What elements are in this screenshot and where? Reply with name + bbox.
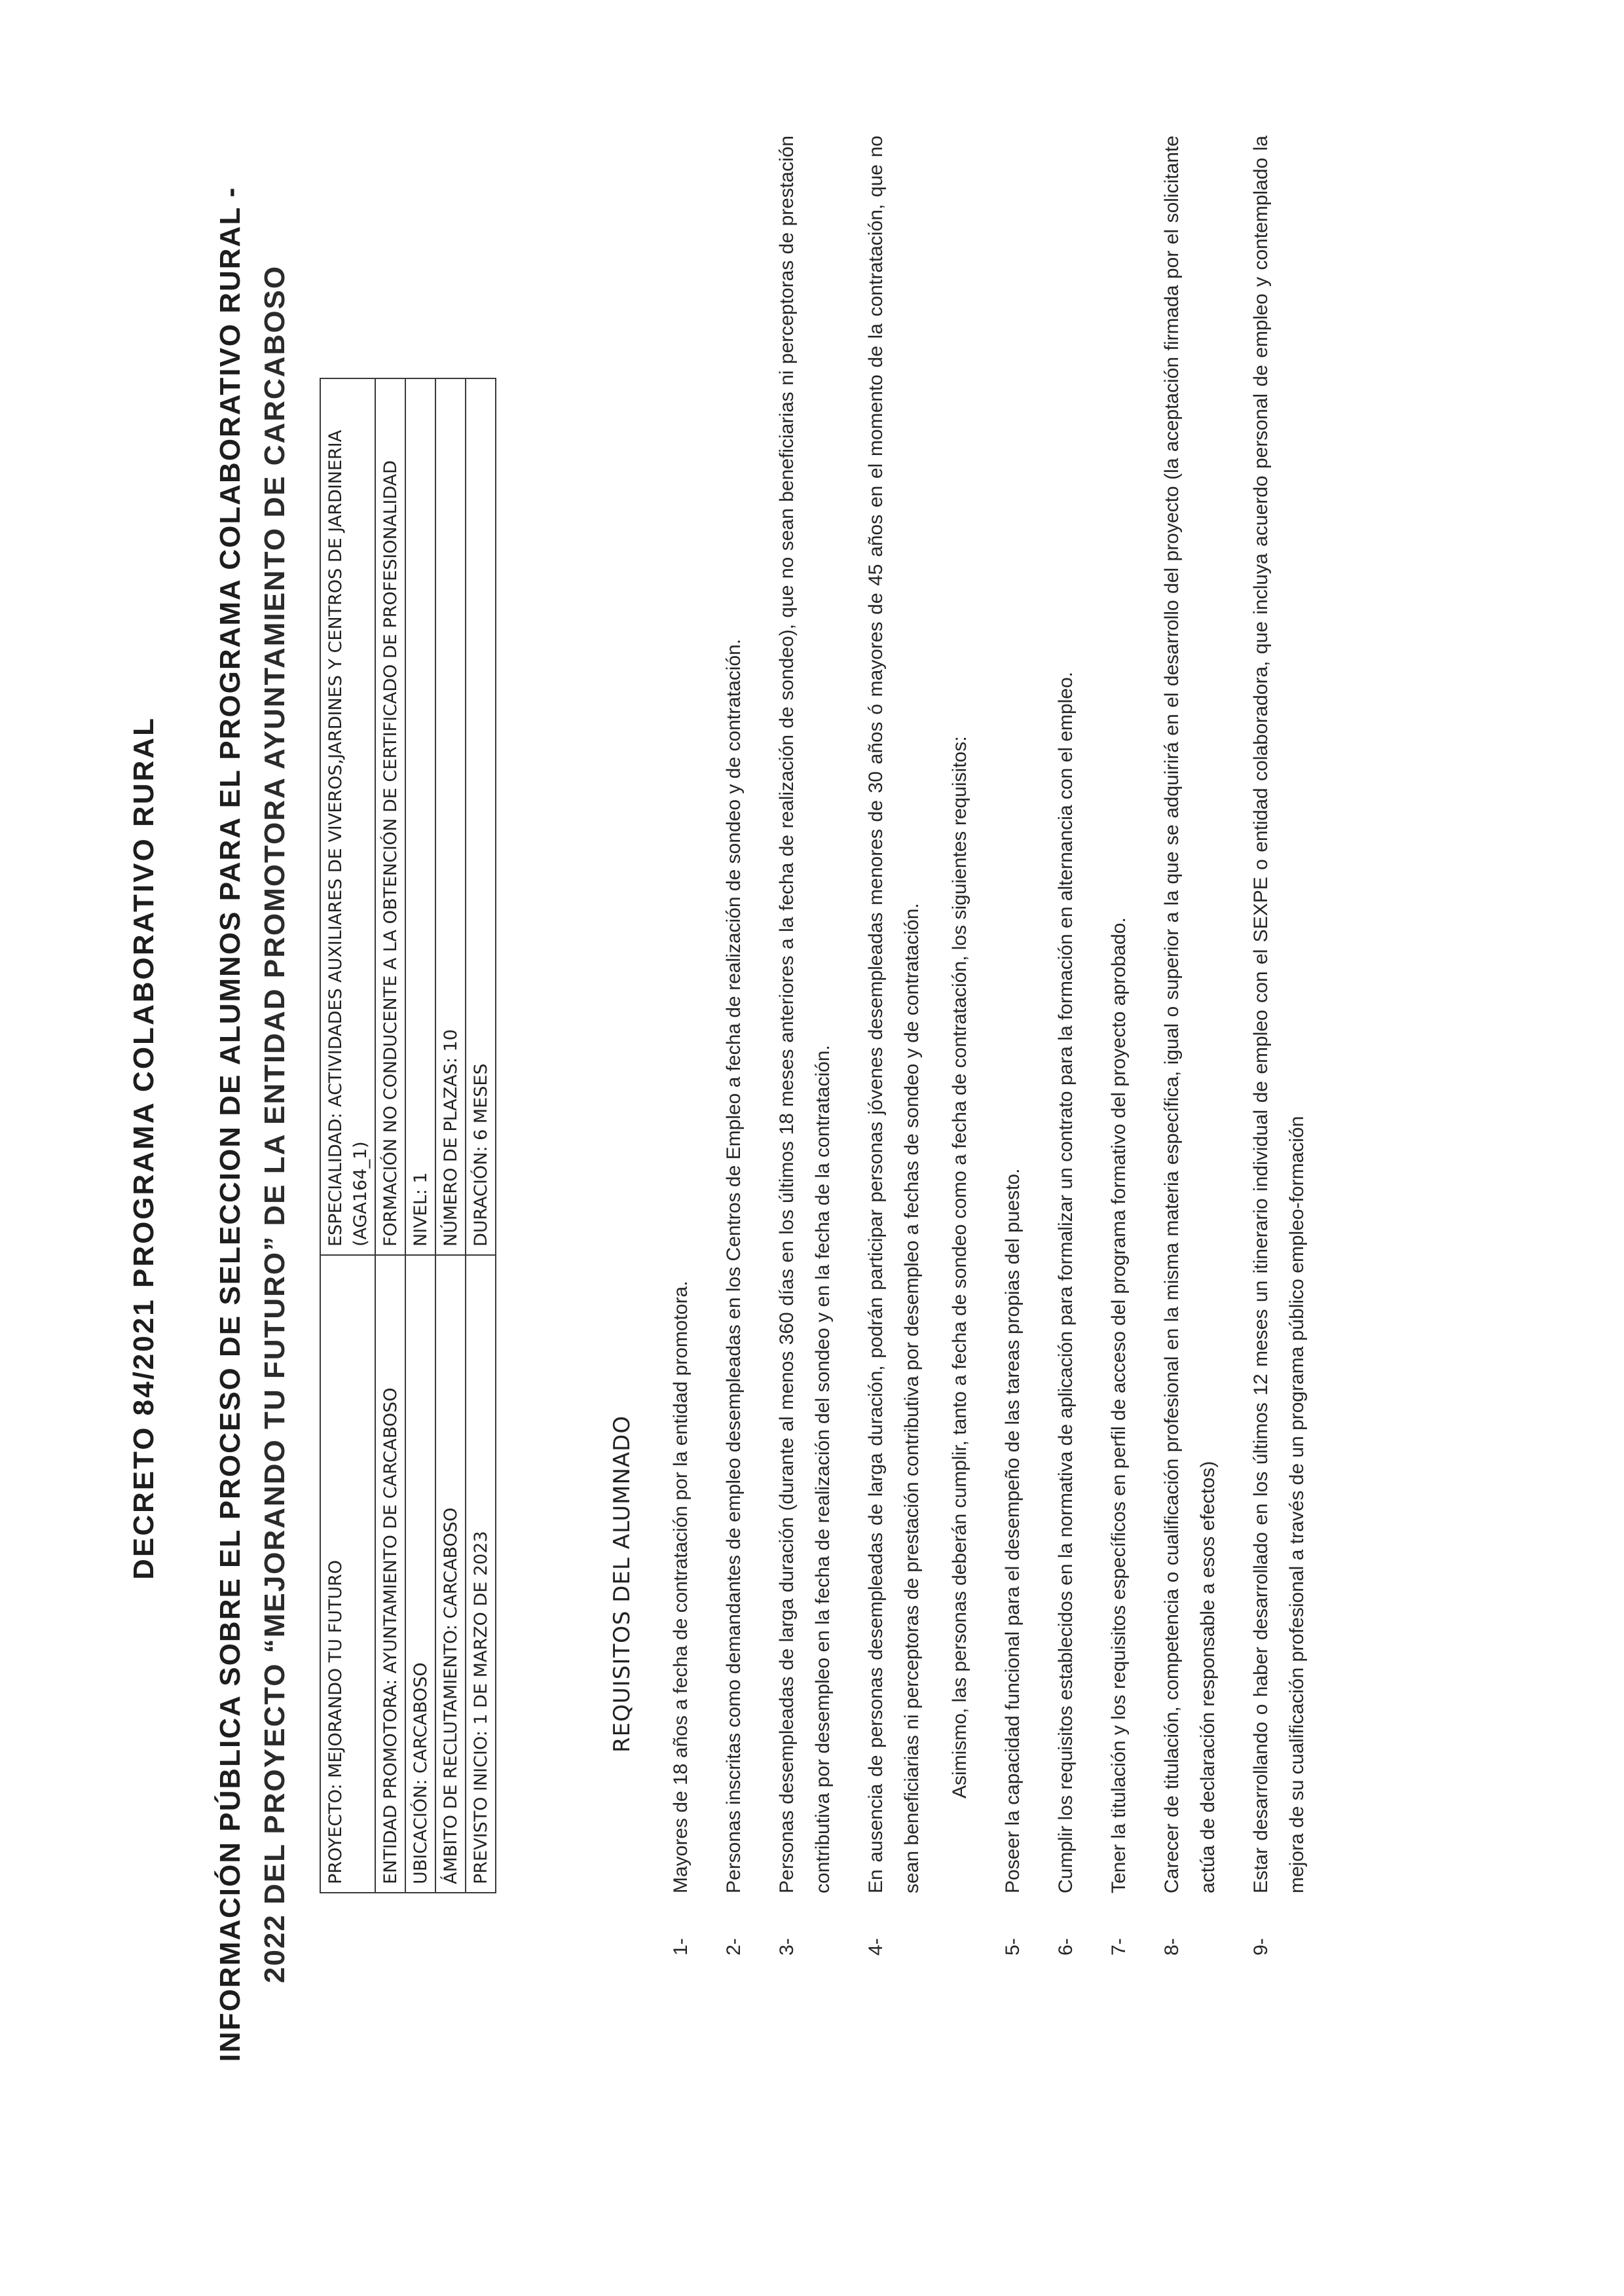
table-cell: UBICACIÓN: CARCABOSO: [405, 1255, 435, 1893]
item-text: Tener la titulación y los requisitos específicos en perfil de acceso del programa formativo del proyecto aprobado.: [1108, 917, 1130, 1893]
list-item: [1048, 136, 1084, 1956]
item-number: 6-: [1055, 1938, 1077, 1956]
requirements-note: Asimismo, las personas deberán cumplir, tanto a fecha de sondeo como a fecha de contratación, los siguientes requisitos:: [949, 736, 970, 1798]
table-row: [375, 378, 405, 1893]
title-line-1: INFORMACIÓN PÚBLICA SOBRE EL PROCESO DE SELECCION DE ALUMNOS PARA EL PROGRAMA COLABORATIVO RURAL -: [214, 186, 246, 2062]
table-row: [405, 378, 435, 1893]
table-cell: NIVEL: 1: [405, 378, 435, 1255]
document-title: [208, 106, 297, 2142]
table-cell: DURACIÓN: 6 MESES: [466, 378, 496, 1255]
item-number: 5-: [1002, 1938, 1024, 1956]
table-cell: FORMACIÓN NO CONDUCENTE A LA OBTENCIÓN DE CERTIFICADO DE PROFESIONALIDAD: [375, 378, 405, 1255]
item-text: Estar desarrollando o haber desarrollado en los últimos 12 meses un itinerario individual de empleo con el SEXPE o entidad colaboradora, que incluya acuerdo personal de empleo y contemplado la mejora de su cualificación profesional a través de un programa público empleo-formación: [1250, 136, 1308, 1893]
table-cell: PREVISTO INICIO: 1 DE MARZO DE 2023: [466, 1255, 496, 1893]
title-line-2: 2022 DEL PROYECTO “MEJORANDO TU FUTURO” DE LA ENTIDAD PROMOTORA AYUNTAMIENTO DE CARCABOSO: [259, 264, 291, 1984]
table-cell: ÁMBITO DE RECLUTAMIENTO: CARCABOSO: [435, 1255, 466, 1893]
table-row: [435, 378, 466, 1893]
table-cell: PROYECTO: MEJORANDO TU FUTURO: [320, 1255, 375, 1893]
item-number: 3-: [776, 1938, 798, 1956]
item-text: Personas desempleadas de larga duración (durante al menos 360 días en los últimos 18 meses anteriores a la fecha de realización de sondeo), que no sean beneficiarias ni perceptoras de prestación contributiva por desempleo en la fecha de realización del sondeo y en la fecha de la contratación.: [776, 136, 834, 1893]
item-number: 7-: [1108, 1938, 1130, 1956]
table-cell: ENTIDAD PROMOTORA: AYUNTAMIENTO DE CARCABOSO: [375, 1255, 405, 1893]
item-text: Carecer de titulación, competencia o cualificación profesional en la misma materia específica, igual o superior a la que se adquirirá en el desarrollo del proyecto (la aceptación firmada por el solicitante actúa de declaración responsable a esos efectos): [1161, 136, 1219, 1893]
item-number: 8-: [1161, 1938, 1183, 1956]
item-number: 2-: [723, 1938, 745, 1956]
decree-heading: DECRETO 84/2021 PROGRAMA COLABORATIVO RURAL: [128, 716, 160, 1580]
list-item: [663, 136, 699, 1956]
table-row: [320, 378, 375, 1893]
table-row: [466, 378, 496, 1893]
list-item: [1101, 136, 1137, 1956]
item-text: Mayores de 18 años a fecha de contratación por la entidad promotora.: [670, 1281, 692, 1893]
item-number: 1-: [670, 1938, 692, 1956]
item-text: Poseer la capacidad funcional para el desempeño de las tareas propias del puesto.: [1002, 1168, 1024, 1893]
list-item: [1154, 136, 1226, 1956]
project-info-table: [320, 378, 496, 1893]
list-item: [716, 136, 752, 1956]
requirements-list: [663, 136, 1332, 1956]
requirements-heading: REQUISITOS DEL ALUMNADO: [609, 1415, 635, 1753]
list-item: [769, 136, 841, 1956]
item-number: 9-: [1250, 1938, 1272, 1956]
item-text: En ausencia de personas desempleadas de larga duración, podrán participar personas jóvenes desempleadas menores de 30 años ó mayores de 45 años en el momento de la contratación, que no sean beneficiarias ni perceptoras de prestación contributiva por desempleo a fechas de sondeo y de contratación.: [865, 136, 923, 1893]
item-text: Personas inscritas como demandantes de empleo desempleadas en los Centros de Empleo a fecha de realización de sondeo y de contratación.: [723, 638, 745, 1893]
list-item: [995, 136, 1031, 1956]
item-text: Cumplir los requisitos establecidos en la normativa de aplicación para formalizar un contrato para la formación en alternancia con el empleo.: [1055, 672, 1077, 1893]
list-item: [858, 136, 930, 1956]
table-cell: NÚMERO DE PLAZAS: 10: [435, 378, 466, 1255]
item-number: 4-: [865, 1938, 887, 1956]
table-cell: ESPECIALIDAD: ACTIVIDADES AUXILIARES DE VIVEROS,JARDINES Y CENTROS DE JARDINERIA (AGA164_1): [320, 378, 375, 1255]
list-item: [1243, 136, 1315, 1956]
